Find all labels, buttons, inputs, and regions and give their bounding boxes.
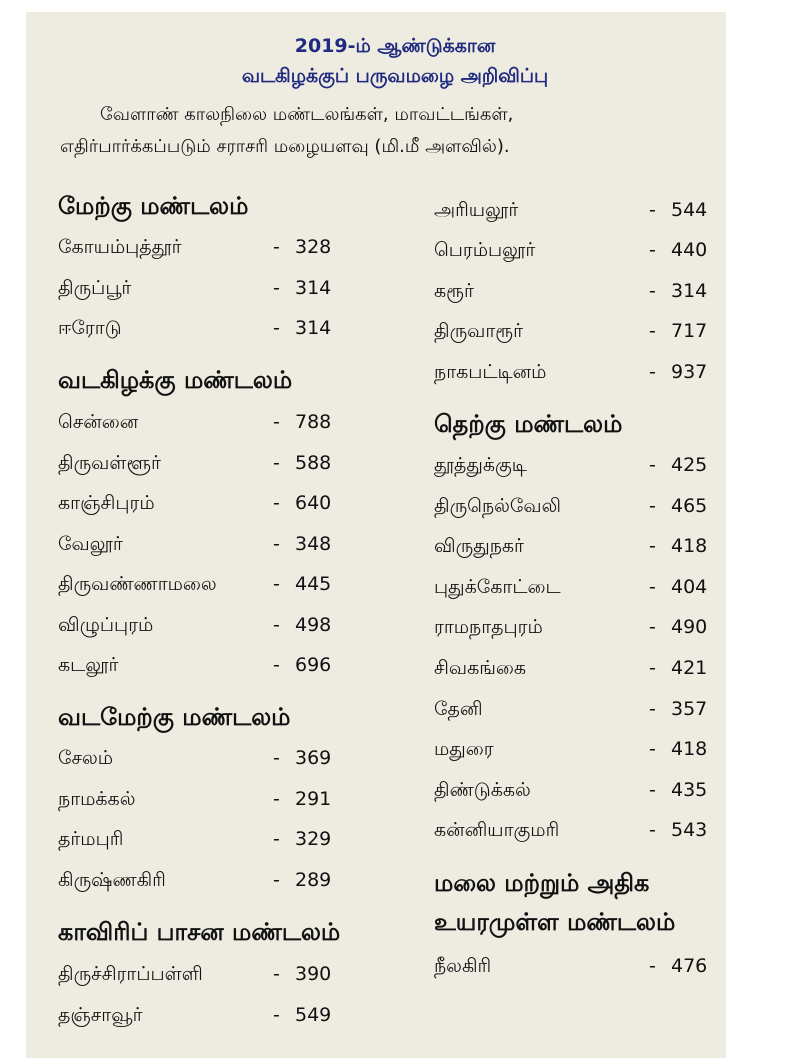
notice-panel: [26, 12, 726, 1058]
district-name: திருவள்ளூர்: [58, 452, 161, 474]
district-name: நீலகிரி: [434, 955, 492, 977]
rainfall-value: 357: [671, 698, 708, 720]
district-name: கோயம்புத்தூர்: [58, 236, 182, 258]
separator-dash: -: [649, 576, 656, 598]
separator-dash: -: [273, 614, 280, 636]
rainfall-value: 314: [671, 280, 708, 302]
rainfall-value: 549: [295, 1004, 332, 1026]
rainfall-value: 314: [295, 317, 332, 339]
rainfall-value: 788: [295, 411, 332, 433]
district-name: நாகபட்டினம்: [434, 361, 547, 383]
rainfall-value: 418: [671, 535, 708, 557]
separator-dash: -: [273, 788, 280, 810]
intro-line-2: எதிர்பார்க்கப்படும் சராசரி மழையளவு (மி.மீ அளவில்).: [60, 136, 510, 157]
separator-dash: -: [273, 828, 280, 850]
separator-dash: -: [273, 747, 280, 769]
rainfall-value: 291: [295, 788, 332, 810]
separator-dash: -: [273, 277, 280, 299]
rainfall-value: 445: [295, 573, 332, 595]
separator-dash: -: [649, 320, 656, 342]
district-name: விழுப்புரம்: [58, 614, 154, 636]
zone-heading-cauvery-delta: காவிரிப் பாசன மண்டலம்: [58, 918, 341, 946]
separator-dash: -: [649, 955, 656, 977]
separator-dash: -: [649, 779, 656, 801]
separator-dash: -: [273, 533, 280, 555]
rainfall-value: 329: [295, 828, 332, 850]
rainfall-value: 490: [671, 616, 708, 638]
rainfall-value: 348: [295, 533, 332, 555]
district-name: சேலம்: [58, 747, 114, 769]
district-name: பெரம்பலூர்: [434, 239, 536, 261]
rainfall-value: 640: [295, 492, 332, 514]
district-name: ஈரோடு: [58, 317, 122, 339]
separator-dash: -: [273, 963, 280, 985]
district-name: தர்மபுரி: [58, 828, 124, 850]
separator-dash: -: [649, 657, 656, 679]
district-name: திருநெல்வேலி: [434, 495, 561, 517]
notice-title-year: 2019-ம் ஆண்டுக்கான: [294, 35, 496, 57]
separator-dash: -: [649, 199, 656, 221]
district-name: தஞ்சாவூர்: [58, 1004, 143, 1026]
rainfall-value: 465: [671, 495, 708, 517]
rainfall-value: 328: [295, 236, 332, 258]
rainfall-value: 543: [671, 819, 708, 841]
separator-dash: -: [273, 654, 280, 676]
rainfall-value: 314: [295, 277, 332, 299]
district-name: தேனி: [434, 698, 483, 720]
rainfall-value: 435: [671, 779, 708, 801]
district-name: நாமக்கல்: [58, 788, 136, 810]
district-name: திருச்சிராப்பள்ளி: [58, 963, 203, 985]
zone-heading-hilly-line-2: உயரமுள்ள மண்டலம்: [434, 908, 676, 936]
separator-dash: -: [649, 454, 656, 476]
separator-dash: -: [273, 1004, 280, 1026]
separator-dash: -: [649, 495, 656, 517]
rainfall-value: 696: [295, 654, 332, 676]
district-name: திருப்பூர்: [58, 277, 132, 299]
district-name: கடலூர்: [58, 654, 119, 676]
rainfall-value: 425: [671, 454, 708, 476]
district-name: கரூர்: [434, 280, 474, 302]
rainfall-value: 937: [671, 361, 708, 383]
separator-dash: -: [273, 411, 280, 433]
district-name: சென்னை: [58, 411, 139, 433]
district-name: சிவகங்கை: [434, 657, 526, 679]
separator-dash: -: [273, 236, 280, 258]
separator-dash: -: [649, 239, 656, 261]
rainfall-value: 390: [295, 963, 332, 985]
notice-title-monsoon: வடகிழக்குப் பருவமழை அறிவிப்பு: [241, 65, 549, 87]
rainfall-value: 421: [671, 657, 708, 679]
rainfall-value: 369: [295, 747, 332, 769]
separator-dash: -: [649, 361, 656, 383]
district-name: மதுரை: [434, 738, 494, 760]
district-name: திண்டுக்கல்: [434, 779, 531, 801]
zone-heading-southern: தெற்கு மண்டலம்: [434, 410, 623, 438]
zone-heading-hilly-line-1: மலை மற்றும் அதிக: [434, 869, 650, 897]
intro-line-1: வேளாண் காலநிலை மண்டலங்கள், மாவட்டங்கள்,: [100, 104, 514, 125]
separator-dash: -: [273, 492, 280, 514]
district-name: கன்னியாகுமரி: [434, 819, 560, 841]
district-name: அரியலூர்: [434, 199, 519, 221]
rainfall-value: 289: [295, 869, 332, 891]
district-name: திருவாரூர்: [434, 320, 524, 342]
zone-heading-western: மேற்கு மண்டலம்: [58, 192, 249, 220]
rainfall-value: 544: [671, 199, 708, 221]
zone-heading-north-western: வடமேற்கு மண்டலம்: [58, 703, 291, 731]
district-name: புதுக்கோட்டை: [434, 576, 561, 598]
district-name: கிருஷ்ணகிரி: [58, 869, 166, 891]
rainfall-value: 717: [671, 320, 708, 342]
rainfall-value: 440: [671, 239, 708, 261]
district-name: திருவண்ணாமலை: [58, 573, 217, 595]
separator-dash: -: [649, 280, 656, 302]
rainfall-value: 404: [671, 576, 708, 598]
rainfall-value: 588: [295, 452, 332, 474]
separator-dash: -: [649, 738, 656, 760]
separator-dash: -: [649, 535, 656, 557]
separator-dash: -: [273, 452, 280, 474]
district-name: ராமநாதபுரம்: [434, 616, 543, 638]
district-name: விருதுநகர்: [434, 535, 524, 557]
rainfall-value: 476: [671, 955, 708, 977]
district-name: தூத்துக்குடி: [434, 454, 527, 476]
rainfall-value: 498: [295, 614, 332, 636]
separator-dash: -: [273, 573, 280, 595]
separator-dash: -: [273, 317, 280, 339]
district-name: காஞ்சிபுரம்: [58, 492, 155, 514]
separator-dash: -: [273, 869, 280, 891]
district-name: வேலூர்: [58, 533, 123, 555]
rainfall-value: 418: [671, 738, 708, 760]
separator-dash: -: [649, 819, 656, 841]
separator-dash: -: [649, 698, 656, 720]
zone-heading-north-eastern: வடகிழக்கு மண்டலம்: [58, 366, 293, 394]
separator-dash: -: [649, 616, 656, 638]
